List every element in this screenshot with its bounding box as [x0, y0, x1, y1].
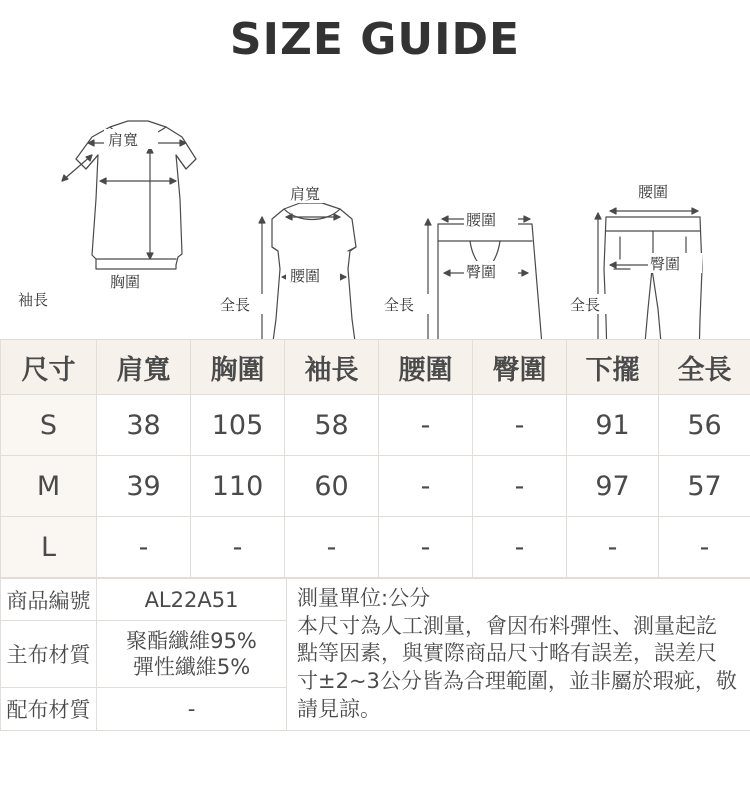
item-no-label: 商品編號 [1, 579, 97, 621]
main-fabric-value [97, 621, 287, 688]
table-header-row [1, 340, 750, 395]
header-hem: 下擺 [567, 340, 659, 395]
cell-hem: 97 [567, 456, 659, 517]
cell-hip: - [473, 517, 567, 578]
header-hip: 臀圍 [473, 340, 567, 395]
cell-length: 56 [659, 395, 750, 456]
label-pants-waist: 腰圍 [638, 183, 669, 201]
cell-hem: - [567, 517, 659, 578]
main-fabric-line-1: 聚酯纖維95% [126, 629, 257, 654]
header-size: 尺寸 [1, 340, 97, 395]
table-row [1, 456, 750, 517]
product-info-table [0, 578, 750, 731]
main-fabric-line-2: 彈性纖維5% [132, 655, 251, 680]
label-top-shoulder: 肩寬 [108, 131, 139, 149]
item-no-value: AL22A51 [97, 579, 287, 621]
label-skirt-hip: 臀圍 [466, 263, 497, 281]
label-dress-shoulder: 肩寬 [290, 185, 321, 203]
cell-waist: - [379, 517, 473, 578]
header-bust: 胸圍 [191, 340, 285, 395]
header-waist: 腰圍 [379, 340, 473, 395]
pants-diagram [595, 208, 702, 339]
label-skirt-length: 全長 [384, 296, 415, 314]
cell-length: 57 [659, 456, 750, 517]
cell-sleeve: 60 [285, 456, 379, 517]
table-row [1, 395, 750, 456]
cell-hip: - [473, 456, 567, 517]
cell-shoulder: 38 [97, 395, 191, 456]
cell-waist: - [379, 395, 473, 456]
label-dress-length: 全長 [220, 296, 251, 314]
note-line-3: 點等因素，與實際商品尺寸略有誤差，誤差尺 [297, 641, 717, 666]
row-size-label: L [1, 517, 97, 578]
garment-diagrams [0, 69, 750, 339]
header-shoulder: 肩寬 [97, 340, 191, 395]
note-line-1: 測量單位:公分 [297, 586, 431, 610]
label-skirt-waist: 腰圍 [466, 211, 497, 229]
cell-bust: 105 [191, 395, 285, 456]
cell-sleeve: - [285, 517, 379, 578]
label-pants-hip: 臀圍 [650, 255, 681, 273]
note-line-4: 寸±2~3公分皆為合理範圍，並非屬於瑕疵，敬 [297, 669, 737, 694]
cell-bust: - [191, 517, 285, 578]
info-row-item-no [1, 579, 750, 621]
sub-fabric-value: - [97, 688, 287, 730]
measurement-note [287, 579, 750, 731]
page-title: SIZE GUIDE [229, 14, 521, 65]
note-line-2: 本尺寸為人工測量，會因布料彈性、測量起訖 [297, 613, 717, 638]
cell-sleeve: 58 [285, 395, 379, 456]
size-table [0, 339, 750, 578]
label-dress-waist: 腰圍 [290, 267, 321, 285]
label-top-sleeve: 袖長 [18, 291, 49, 309]
header-length: 全長 [659, 340, 750, 395]
label-pants-length: 全長 [570, 296, 601, 314]
row-size-label: M [1, 456, 97, 517]
cell-shoulder: 39 [97, 456, 191, 517]
label-top-bust: 胸圍 [110, 273, 141, 291]
cell-bust: 110 [191, 456, 285, 517]
cell-hem: 91 [567, 395, 659, 456]
cell-length: - [659, 517, 750, 578]
table-row [1, 517, 750, 578]
cell-shoulder: - [97, 517, 191, 578]
cell-waist: - [379, 456, 473, 517]
main-fabric-label: 主布材質 [1, 621, 97, 688]
header-sleeve: 袖長 [285, 340, 379, 395]
row-size-label: S [1, 395, 97, 456]
note-line-5: 請見諒。 [297, 696, 381, 721]
cell-hip: - [473, 395, 567, 456]
sub-fabric-label: 配布材質 [1, 688, 97, 730]
